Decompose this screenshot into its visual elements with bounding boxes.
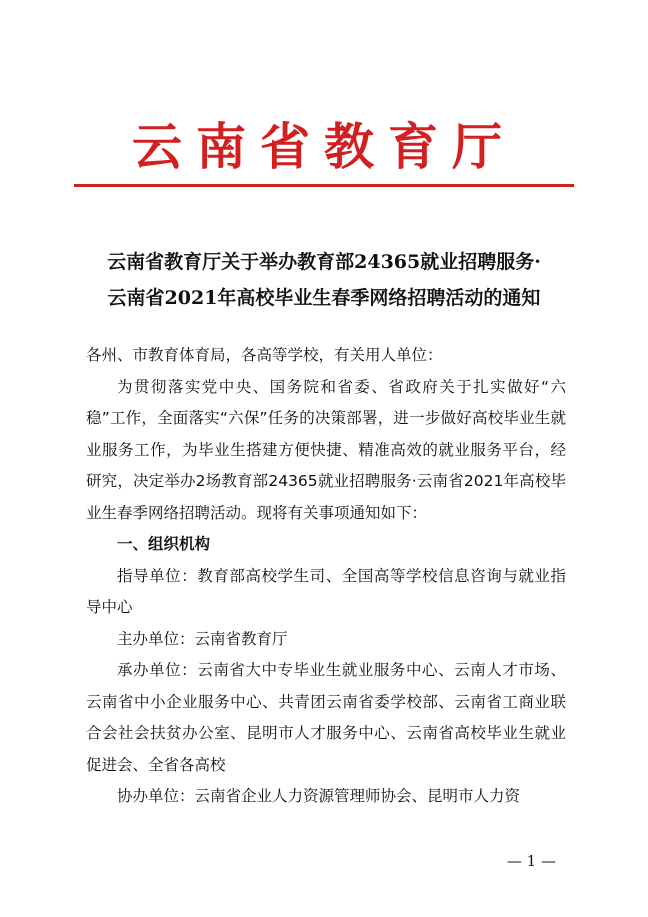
page-number: — 1 — xyxy=(506,852,556,870)
salutation: 各州、市教育体育局，各高等学校，有关用人单位： xyxy=(86,346,443,364)
section-heading: 一、组织机构 xyxy=(117,535,211,553)
co-organizer-unit: 协办单位：云南省企业人力资源管理师协会、昆明市人力资 xyxy=(117,787,521,805)
organizer-unit: 承办单位：云南省大中专毕业生就业服务中心、云南人才市场、云南省中小企业服务中心、共青团云南省委学校部、云南省工商业联合会社会扶贫办公室、昆明市人才服务中心、云南省高校毕业生就业促进会、全省各高校 xyxy=(86,661,566,774)
title-line-1: 云南省教育厅关于举办教育部24365就业招聘服务· xyxy=(107,251,541,273)
document-title xyxy=(0,244,648,316)
document-body xyxy=(86,340,566,813)
guidance-unit: 指导单位：教育部高校学生司、全国高等学校信息咨询与就业指导中心 xyxy=(86,566,566,616)
intro-paragraph: 为贯彻落实党中央、国务院和省委、省政府关于扎实做好“六稳”工作，全面落实“六保”任务的决策部署，进一步做好高校毕业生就业服务工作，为毕业生搭建方便快捷、精准高效的就业服务平台，经研究，决定举办2场教育部24365就业招聘服务·云南省2021年高校毕业生春季网络招聘活动。现将有关事项通知如下： xyxy=(86,377,566,522)
header-divider xyxy=(74,184,574,187)
issuer-header: 云南省教育厅 xyxy=(132,117,516,176)
host-unit: 主办单位：云南省教育厅 xyxy=(117,629,288,648)
title-line-2: 云南省2021年高校毕业生春季网络招聘活动的通知 xyxy=(107,287,541,309)
